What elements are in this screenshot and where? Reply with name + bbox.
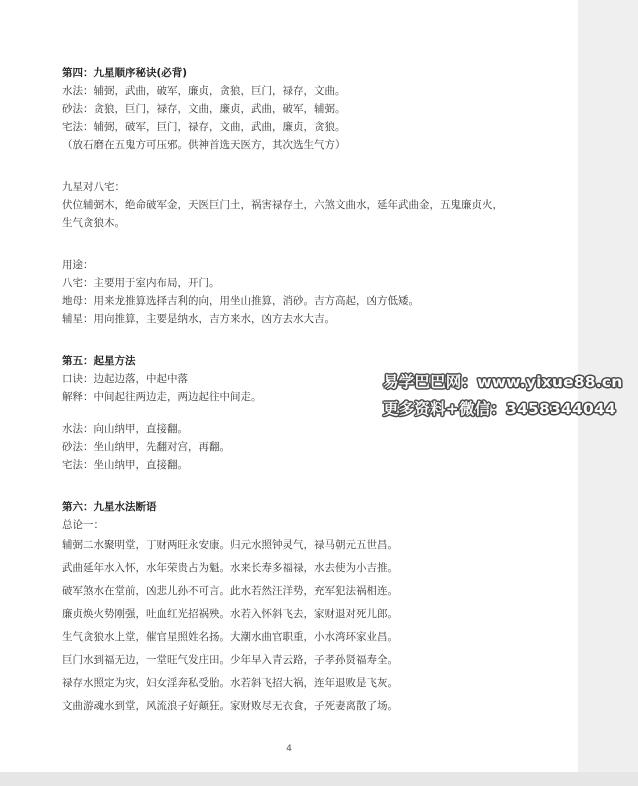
text-line: 生气贪狼木。 (62, 217, 125, 229)
text-line: 砂法：贪狼，巨门，禄存，文曲，廉贞，武曲，破军，辅弼。 (62, 103, 346, 115)
verse-line: 生气贪狼水上堂，催官星照姓名扬。大潮水曲官职重，小水湾环家业昌。 (62, 631, 398, 643)
verse-line: 禄存水照定为灾，妇女淫奔私受胎。水若斜飞招大祸，连年退败是飞灰。 (62, 677, 398, 689)
text-line: （放石磨在五鬼方可压邪。供神首选天医方，其次选生气方） (62, 139, 346, 151)
yongtu-title: 用途： (62, 259, 94, 271)
verse-line: 武曲延年水入怀，水年荣贵占为魁。水来长寿多福禄，水去使为小吉推。 (62, 562, 398, 574)
text-line: 伏位辅弼木，绝命破军金，天医巨门土，祸害禄存土，六煞文曲水，延年武曲金，五鬼廉贞火， (62, 199, 503, 211)
verse-list (62, 534, 562, 718)
section-6-title: 第六：九星水法断语 (62, 501, 157, 513)
section-6-subtitle: 总论一： (62, 519, 104, 531)
text-line: 辅星：用向推算，主要是纳水，吉方来水，凶方去水大吉。 (62, 313, 335, 325)
verse-line: 破军煞水在堂前，凶悲儿孙不可言。此水若然汪洋势，充军犯法祸相连。 (62, 585, 398, 597)
verse-line: 文曲游魂水到堂，风流浪子好颠狂。家财败尽无衣食，子死妻离散了场。 (62, 700, 398, 712)
verse-line: 辅弼二水聚明堂，丁财两旺永安康。归元水照钟灵气，禄马朝元五世昌。 (62, 539, 398, 551)
text-line: 口诀：边起边落，中起中落 (62, 373, 188, 385)
text-line: 地母：用来龙推算选择吉利的向，用坐山推算，消砂。吉方高起，凶方低矮。 (62, 295, 419, 307)
jiuxing-title: 九星对八宅： (62, 181, 125, 193)
viewer-bottom-margin (0, 772, 638, 786)
watermark-website: 易学巴巴网：www.yixue88.cn (383, 373, 623, 391)
viewer-margin (578, 0, 638, 786)
text-line: 解释：中间起往两边走，两边起往中间走。 (62, 391, 262, 403)
page-number: 4 (286, 744, 292, 754)
text-line: 宅法：辅弼，破军，巨门，禄存，文曲，武曲，廉贞，贪狼。 (62, 121, 346, 133)
text-line: 八宅：主要用于室内布局，开门。 (62, 277, 220, 289)
watermark-contact: 更多资料+微信：3458344044 (383, 400, 616, 418)
text-line: 砂法：坐山纳甲，先翻对宫，再翻。 (62, 441, 230, 453)
verse-line: 巨门水到福无边，一堂旺气发庄田。少年早入青云路，子孝孙贤福寿全。 (62, 654, 398, 666)
section-4-title: 第四：九星顺序秘诀(必背) (62, 67, 188, 79)
text-line: 宅法：坐山纳甲，直接翻。 (62, 459, 188, 471)
section-5-title: 第五：起星方法 (62, 355, 136, 367)
text-line: 水法：向山纳甲，直接翻。 (62, 423, 188, 435)
verse-line: 廉贞焕火势刚强，吐血红光招祸殃。水若入怀斜飞去，家财退对死儿郎。 (62, 608, 398, 620)
text-line: 水法：辅弼，武曲，破军，廉贞，贪狼，巨门，禄存，文曲。 (62, 85, 346, 97)
